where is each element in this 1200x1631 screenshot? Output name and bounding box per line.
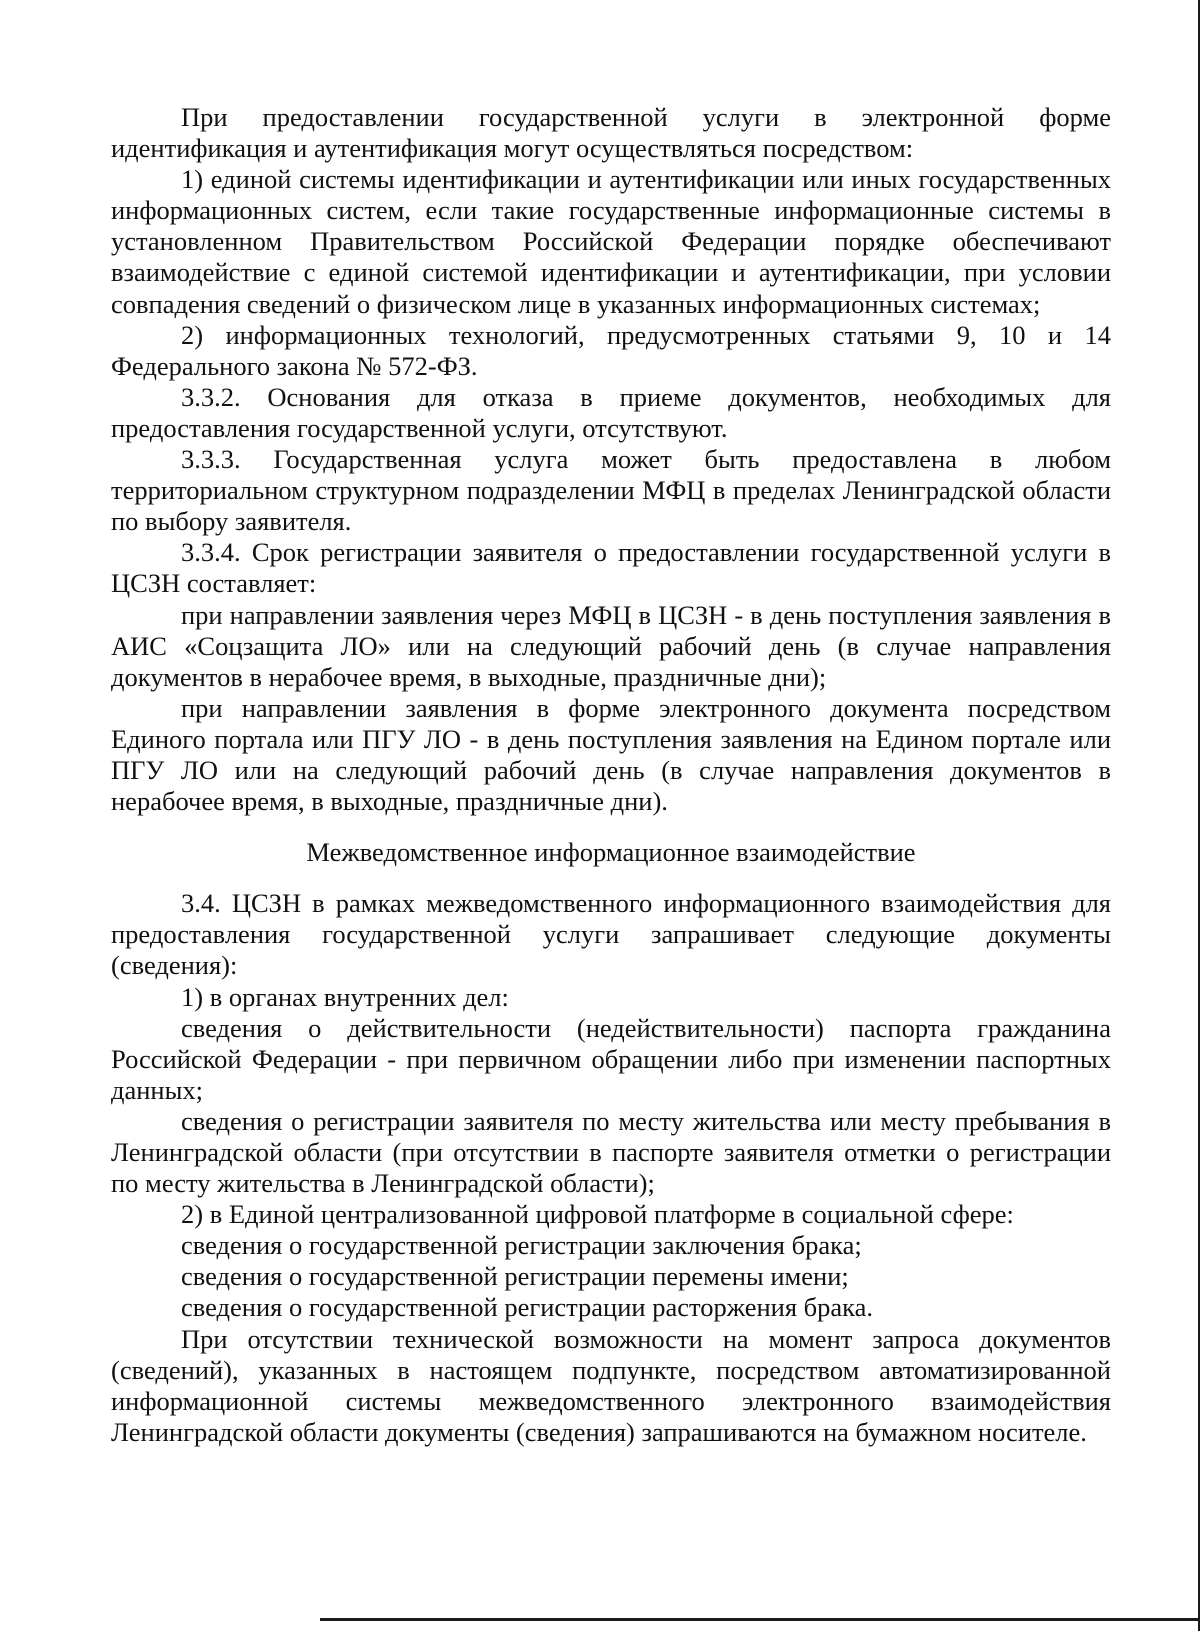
paragraph-registration-info: сведения о регистрации заявителя по месту жительства или месту пребывания в Ленинградской области (при отсутствии в паспорте заявителя отметки о регистрации по месту жительства в Ленинградской области); <box>111 1105 1111 1199</box>
paragraph-item-2-it: 2) информационных технологий, предусмотренных статьями 9, 10 и 14 Федерального закона № 572-ФЗ. <box>111 319 1111 381</box>
paragraph-paper-request: При отсутствии технической возможности на момент запроса документов (сведений), указанных в настоящем подпункте, посредством автоматизированной информационной системы межведомственного электронного взаимодействия Ленинградской области документы (сведения) запрашиваются на бумажном носителе. <box>111 1323 1111 1447</box>
paragraph-name-change: сведения о государственной регистрации перемены имени; <box>181 1261 849 1292</box>
paragraph-item-1-esia: 1) единой системы идентификации и аутентификации или иных государственных информационных систем, если такие государственные информационные системы в установленном Правительством Российской Федерации порядке обеспечивают взаимодействие с единой системой идентификации и аутентификации, при условии совпадения сведений о физическом лице в указанных информационных системах; <box>111 164 1111 319</box>
section-heading: Межведомственное информационное взаимодействие <box>306 837 916 868</box>
paragraph-identification-intro: При предоставлении государственной услуги в электронной форме идентификация и аутентификация могут осуществляться посредством: <box>111 102 1111 164</box>
paragraph-3-4: 3.4. ЦСЗН в рамках межведомственного информационного взаимодействия для предоставления государственной услуги запрашивает следующие документы (сведения): <box>111 888 1111 981</box>
scan-edge-line <box>320 1618 1200 1621</box>
paragraph-electronic-submission: при направлении заявления в форме электронного документа посредством Единого портала или ПГУ ЛО - в день поступления заявления на Едином портале или ПГУ ЛО или на следующий рабочий день (в случае направления документов в нерабочее время, в выходные, праздничные дни). <box>111 692 1111 817</box>
paragraph-passport-validity: сведения о действительности (недействительности) паспорта гражданина Российской Федерации - при первичном обращении либо при изменении паспортных данных; <box>111 1012 1111 1105</box>
paragraph-mfc-submission: при направлении заявления через МФЦ в ЦСЗН - в день поступления заявления в АИС «Соцзащита ЛО» или на следующий рабочий день (в случае направления документов в нерабочее время, в выходные, праздничные дни); <box>111 599 1111 692</box>
paragraph-marriage-registration: сведения о государственной регистрации заключения брака; <box>181 1230 862 1261</box>
document-body <box>111 102 1111 1448</box>
paragraph-internal-affairs: 1) в органах внутренних дел: <box>181 981 509 1012</box>
paragraph-3-3-4: 3.3.4. Срок регистрации заявителя о предоставлении государственной услуги в ЦСЗН составляет: <box>111 537 1111 599</box>
paragraph-3-3-2: 3.3.2. Основания для отказа в приеме документов, необходимых для предоставления государственной услуги, отсутствуют. <box>111 381 1111 443</box>
paragraph-divorce-registration: сведения о государственной регистрации расторжения брака. <box>181 1292 873 1323</box>
paragraph-3-3-3: 3.3.3. Государственная услуга может быть предоставлена в любом территориальном структурном подразделении МФЦ в пределах Ленинградской области по выбору заявителя. <box>111 444 1111 537</box>
paragraph-digital-platform: 2) в Единой централизованной цифровой платформе в социальной сфере: <box>181 1199 1014 1230</box>
